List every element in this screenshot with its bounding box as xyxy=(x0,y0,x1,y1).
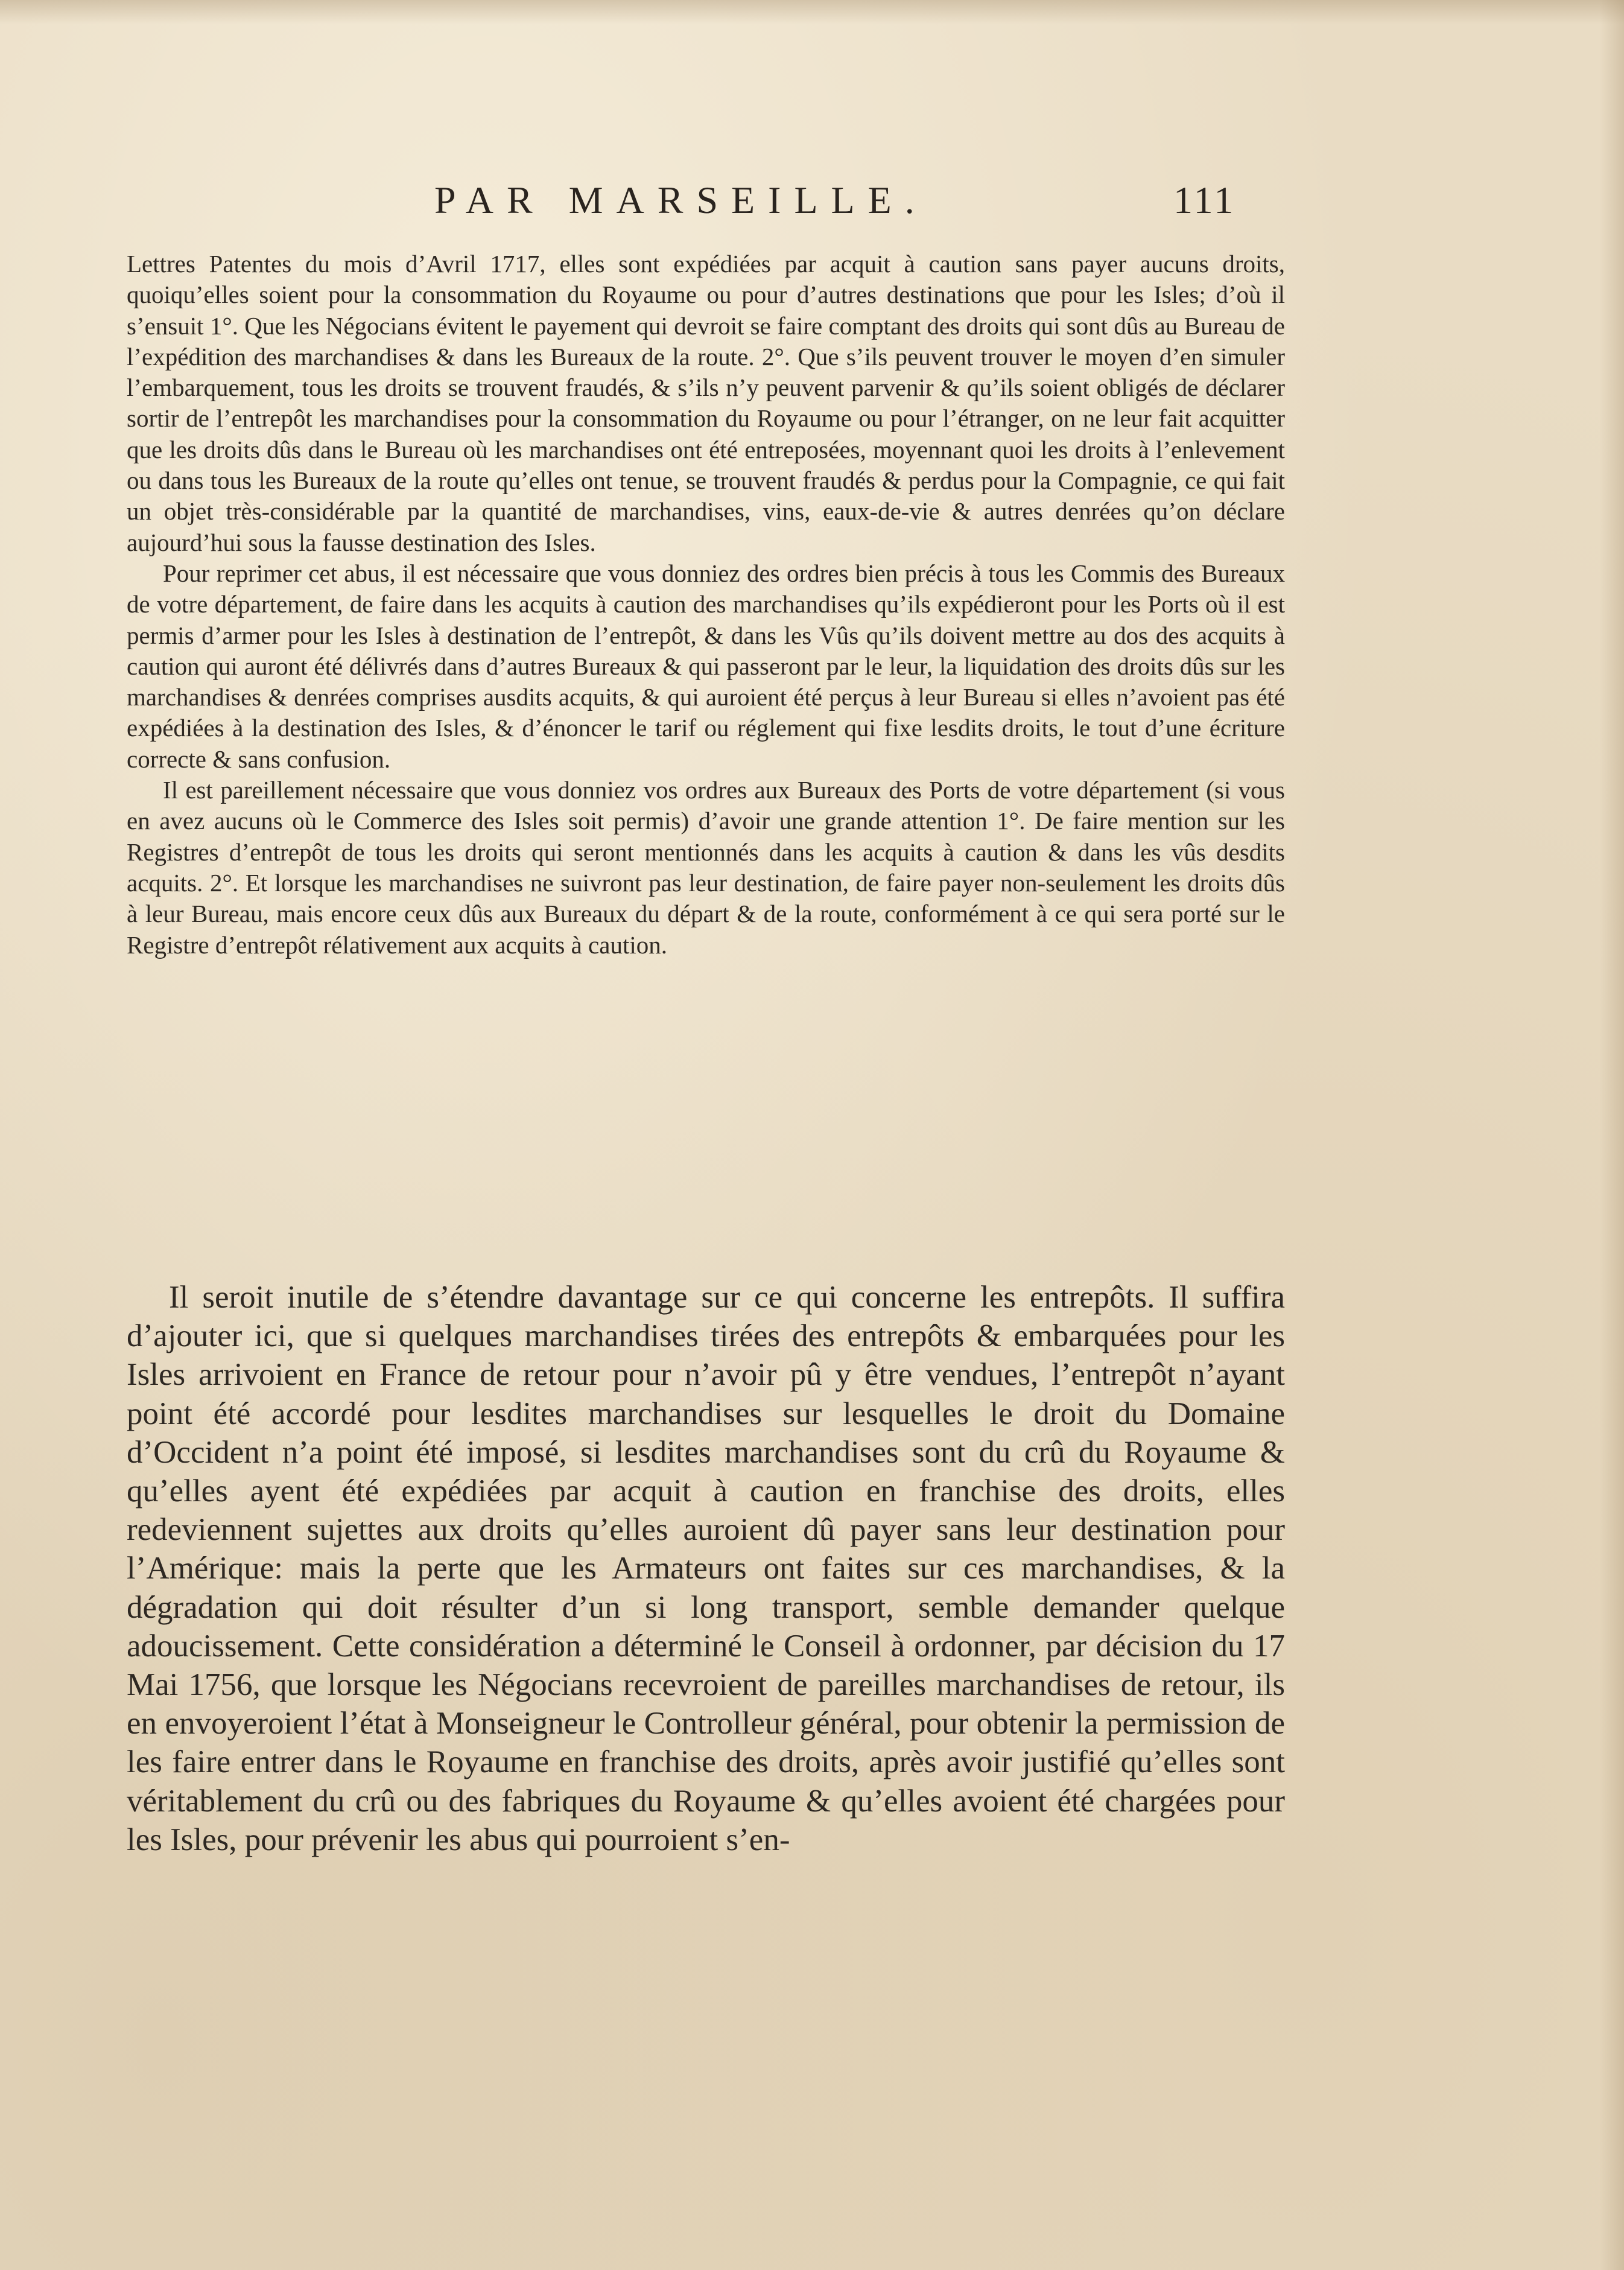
paragraph-continued: Lettres Patentes du mois d’Avril 1717, elles sont expédiées par acquit à caution sans payer aucuns droits, quoiqu’elles soient pour la consommation du Royaume ou pour d’autres destinations que pour les Isles; d’où il s’ensuit 1°. Que les Négocians évitent le payement qui devroit se faire comptant des droits qui sont dûs au Bureau de l’expédition des marchandises & dans les Bureaux de la route. 2°. Que s’ils peuvent trouver le moyen d’en simuler l’embarquement, tous les droits se trouvent fraudés, & s’ils n’y peuvent parvenir & qu’ils soient obligés de déclarer sortir de l’entrepôt les marchandises pour la consommation du Royaume ou pour l’étranger, on ne leur fait acquitter que les droits dûs dans le Bureau où les marchandises ont été entreposées, moyennant quoi les droits à l’enlevement ou dans tous les Bureaux de la route qu’elles ont tenue, se trouvent fraudés & perdus pour la Compagnie, ce qui fait un objet très-considérable par la quantité de marchandises, vins, eaux-de-vie & autres denrées qu’on déclare aujourd’hui sous la fausse destination des Isles. xyxy=(127,250,1285,556)
paragraph-entrepots: Il seroit inutile de s’étendre davantage sur ce qui concerne les entrepôts. Il suffira d’ajouter ici, que si quelques marchandises tirées des entrepôts & embarquées pour les Isles arrivoient en France de retour pour n’avoir pû y être vendues, l’entrepôt n’ayant point été accordé pour lesdites marchandises sur lesquelles le droit du Domaine d’Occident n’a point été imposé, si lesdites marchandises sont du crû du Royaume & qu’elles ayent été expédiées par acquit à caution en franchise des droits, elles redeviennent sujettes aux droits qu’elles auroient dû payer sans leur destination pour l’Amérique: mais la perte que les Armateurs ont faites sur ces marchandises, & la dégradation qui doit résulter d’un si long transport, semble demander quelque adoucissement. Cette considération a déterminé le Conseil à ordonner, par décision du 17 Mai 1756, que lorsque les Négocians recevroient de pareilles marchandises de retour, ils en envoyeroient l’état à Monseigneur le Controlleur général, pour obtenir la permission de les faire entrer dans le Royaume en franchise des droits, après avoir justifié qu’elles sont véritablement du crû ou des fabriques du Royaume & qu’elles avoient été chargées pour les Isles, pour prévenir les abus qui pourroient s’en- xyxy=(127,1280,1285,1857)
large-type-section xyxy=(127,1278,1285,1859)
paragraph-abuse-repression: Pour reprimer cet abus, il est nécessaire que vous donniez des ordres bien précis à tous les Commis des Bureaux de votre département, de faire dans les acquits à caution des marchandises qu’ils expédieront pour les Ports où il est permis d’armer pour les Isles à destination de l’entrepôt, & dans les Vûs qu’ils doivent mettre au dos des acquits à caution qui auront été délivrés dans d’autres Bureaux & qui passeront par le leur, la liquidation des droits dûs sur les marchandises & denrées comprises ausdits acquits, & qui auroient été perçus à leur Bureau si elles n’avoient pas été expédiées à la destination des Isles, & d’énoncer le tarif ou réglement qui fixe lesdits droits, le tout d’une écriture correcte & sans confusion. xyxy=(127,559,1285,773)
page-edge-shadow-top xyxy=(0,0,1624,24)
paragraph-port-orders: Il est pareillement nécessaire que vous donniez vos ordres aux Bureaux des Ports de votre département (si vous en avez aucuns où le Commerce des Isles soit permis) d’avoir une grande attention 1°. De faire mention sur les Registres d’entrepôt de tous les droits qui seront mentionnés dans les acquits à caution & dans les vûs desdits acquits. 2°. Et lorsque les marchandises ne suivront pas leur destination, de faire payer non-seulement les droits dûs à leur Bureau, mais encore ceux dûs aux Bureaux du départ & de la route, conformément à ce qui sera porté sur le Registre d’entrepôt rélativement aux acquits à caution. xyxy=(127,776,1285,959)
small-type-section xyxy=(127,249,1285,961)
running-title: PAR MARSEILLE. xyxy=(434,179,928,221)
page-number: 111 xyxy=(1173,179,1236,221)
running-head xyxy=(0,178,1624,238)
page-edge-shadow-right xyxy=(1600,0,1624,2270)
